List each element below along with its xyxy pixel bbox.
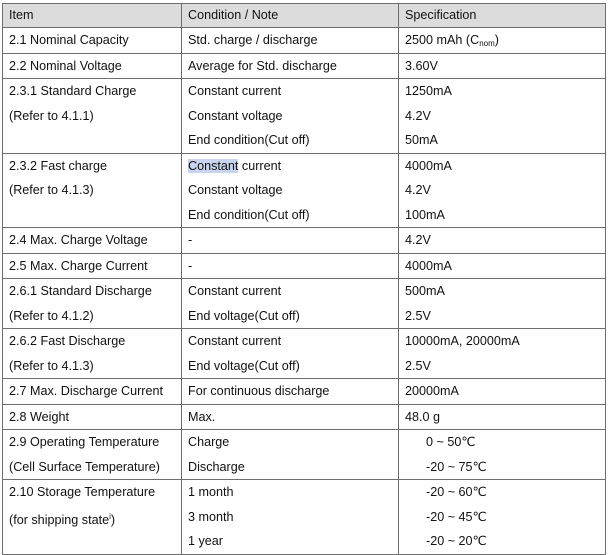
item-cell [3,153,182,228]
item-cell [3,279,182,329]
condition-text: Max. [188,409,216,424]
specification-value: 2.5V [405,358,431,373]
condition-text: Std. charge / discharge [188,33,318,47]
header-specification: Specification [399,4,606,28]
specification-cell [399,404,606,430]
specification-value: 2.5V [405,308,431,323]
table-row [3,79,606,154]
condition-cell [182,153,399,228]
item-cell [3,79,182,154]
condition-text: End voltage(Cut off) [188,358,300,373]
specification-value: 10000mA, 20000mA [405,334,520,348]
table-row [3,379,606,405]
condition-cell [182,28,399,54]
item-text: 2.6.2 Fast Discharge [9,334,126,348]
condition-text: For continuous discharge [188,384,330,398]
specification-value: 500mA [405,284,445,298]
condition-text: - [188,258,193,273]
item-text: 2.3.1 Standard Charge [9,84,137,98]
condition-text: Average for Std. discharge [188,58,337,73]
condition-text: Constant current [188,284,282,298]
item-text: (Refer to 4.1.1) [9,108,94,123]
item-cell [3,329,182,379]
item-cell [3,253,182,279]
specification-value: 48.0 g [405,409,441,424]
item-text: 2.4 Max. Charge Voltage [9,233,148,247]
table-row [3,430,606,480]
item-text: 2.5 Max. Charge Current [9,258,148,273]
specification-cell [399,279,606,329]
specification-cell [399,480,606,555]
selected-text: Constant [188,158,239,173]
spec-table [2,3,606,555]
table-row [3,53,606,79]
specification-value: 1250mA [405,84,452,98]
header-condition: Condition / Note [182,4,399,28]
condition-text: Constant current [188,84,282,98]
item-cell [3,430,182,480]
specification-value: 4000mA [405,158,452,173]
item-cell [3,379,182,405]
specification-cell [399,28,606,54]
header-item: Item [3,4,182,28]
item-cell [3,480,182,555]
table-row [3,153,606,228]
item-text: 2.6.1 Standard Discharge [9,284,152,298]
specification-value: 4.2V [405,108,431,123]
specification-value: 20000mA [405,384,459,398]
condition-text: 1 month [188,485,234,499]
table-row [3,404,606,430]
table-row [3,228,606,254]
table-row [3,28,606,54]
condition-cell [182,279,399,329]
condition-text: End voltage(Cut off) [188,308,300,323]
item-cell [3,404,182,430]
item-text: 2.2 Nominal Voltage [9,58,122,73]
condition-text: Constant current [188,158,282,173]
specification-value: -20 ~ 75℃ [426,459,487,474]
condition-cell [182,430,399,480]
condition-cell [182,329,399,379]
table-row [3,279,606,329]
specification-value: -20 ~ 20℃ [426,534,487,548]
specification-value: 0 ~ 50℃ [426,435,476,449]
item-text: (Refer to 4.1.3) [9,358,94,373]
item-text: (Refer to 4.1.2) [9,308,94,323]
specification-cell [399,253,606,279]
item-text: (Cell Surface Temperature) [9,459,160,474]
condition-text: 1 year [188,534,224,548]
item-text: 2.7 Max. Discharge Current [9,384,163,398]
item-text: 2.10 Storage Temperature [9,485,156,499]
condition-text: End condition(Cut off) [188,207,310,222]
table-row [3,480,606,555]
table-row [3,253,606,279]
specification-cell [399,430,606,480]
specification-value: 4000mA [405,258,452,273]
specification-value: 50mA [405,133,438,147]
specification-value: 2500 mAh $(C_{nom})$ [405,33,499,48]
condition-text: Charge [188,435,230,449]
condition-text: Constant voltage [188,108,283,123]
condition-cell [182,379,399,405]
item-cell [3,53,182,79]
item-text: (Refer to 4.1.3) [9,183,94,197]
condition-cell [182,404,399,430]
specification-cell [399,379,606,405]
item-text: 2.8 Weight [9,409,69,424]
specification-cell [399,228,606,254]
item-text: 2.3.2 Fast charge [9,158,108,173]
specification-value: 4.2V [405,183,431,197]
item-text: (for shipping state$^i$) [9,511,116,527]
condition-cell [182,253,399,279]
condition-text: - [188,233,193,247]
specification-cell [399,53,606,79]
specification-value: 100mA [405,207,445,222]
condition-cell [182,53,399,79]
item-text: 2.9 Operating Temperature [9,435,160,449]
specification-cell [399,329,606,379]
specification-value: -20 ~ 45℃ [426,509,487,524]
condition-text: 3 month [188,509,234,524]
condition-cell [182,228,399,254]
condition-text: Constant voltage [188,183,283,197]
condition-cell [182,480,399,555]
specification-value: 3.60V [405,58,438,73]
item-cell [3,228,182,254]
condition-text: End condition(Cut off) [188,133,310,147]
item-text: 2.1 Nominal Capacity [9,33,129,47]
table-row [3,329,606,379]
header-row [3,4,606,28]
condition-text: Constant current [188,334,282,348]
specification-value: 4.2V [405,233,431,247]
condition-cell [182,79,399,154]
item-superscript: i [109,511,111,521]
spec-subscript: nom [479,39,495,48]
specification-cell [399,79,606,154]
item-cell [3,28,182,54]
specification-value: -20 ~ 60℃ [426,485,487,499]
specification-cell [399,153,606,228]
condition-text: Discharge [188,459,245,474]
